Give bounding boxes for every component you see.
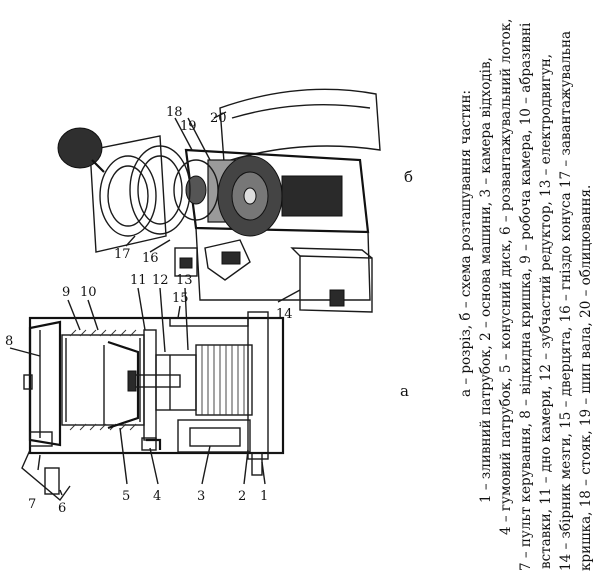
machine-base	[248, 312, 268, 459]
waste-chamber	[178, 420, 250, 452]
label-17: 17	[114, 247, 131, 262]
label-8: 8	[5, 334, 14, 349]
label-6: 6	[58, 501, 67, 516]
label-3: 3	[197, 489, 206, 504]
hinged-lid	[30, 322, 60, 445]
caption-line-4: 7 – пульт керування, 8 – відкидна кришка, 9 – робоча камера, 10 – абразивні	[518, 22, 534, 571]
exploded-drawing-b	[58, 89, 413, 322]
cladding-panel	[220, 89, 380, 162]
chamber-ring	[130, 146, 190, 234]
rubber-pipe	[146, 440, 160, 450]
label-19: 19	[180, 119, 197, 134]
subfigure-label-a: а	[400, 382, 409, 400]
label-7: 7	[28, 497, 37, 512]
label-9: 9	[62, 285, 71, 300]
label-12: 12	[152, 273, 169, 288]
unloading-chute	[22, 450, 70, 500]
door	[170, 318, 248, 326]
subfigure-label-b: б	[404, 168, 414, 186]
drain-pipe	[252, 453, 262, 475]
label-20: 20	[210, 111, 227, 126]
label-15: 15	[172, 291, 189, 306]
label-18: 18	[166, 105, 183, 120]
label-5: 5	[122, 489, 131, 504]
label-2: 2	[238, 489, 247, 504]
caption-line-2: 1 – зливний патрубок, 2 – основа машини, 3 – камера відходів,	[478, 57, 494, 503]
section-drawing-a	[5, 273, 409, 516]
label-4: 4	[153, 489, 162, 504]
caption-line-3: 4 – гумовий патрубок, 5 – конусний диск, 6 – розвантажувальний лоток,	[498, 18, 514, 535]
caption-line-7: кришка, 18 – стояк, 19 – шип вала, 20 – облицювання.	[578, 184, 594, 571]
caption-line-5: вставки, 11 – дно камери, 12 – зубчастий редуктор, 13 – електродвигун,	[538, 53, 554, 569]
caption-line-6: 14 – збірник мезги, 15 – дверцята, 16 – гніздо конуса 17 – завантажувальна	[558, 30, 574, 571]
label-11: 11	[130, 273, 147, 288]
chamber-bottom	[144, 330, 156, 440]
label-10: 10	[80, 285, 97, 300]
abrasive-inserts	[70, 330, 136, 430]
label-16: 16	[142, 251, 159, 266]
label-13: 13	[176, 273, 193, 288]
label-1: 1	[260, 489, 269, 504]
label-14: 14	[276, 307, 293, 322]
gear-reducer	[156, 355, 196, 410]
caption-line-1: а – розріз, б – схема розташування частин:	[458, 89, 474, 397]
